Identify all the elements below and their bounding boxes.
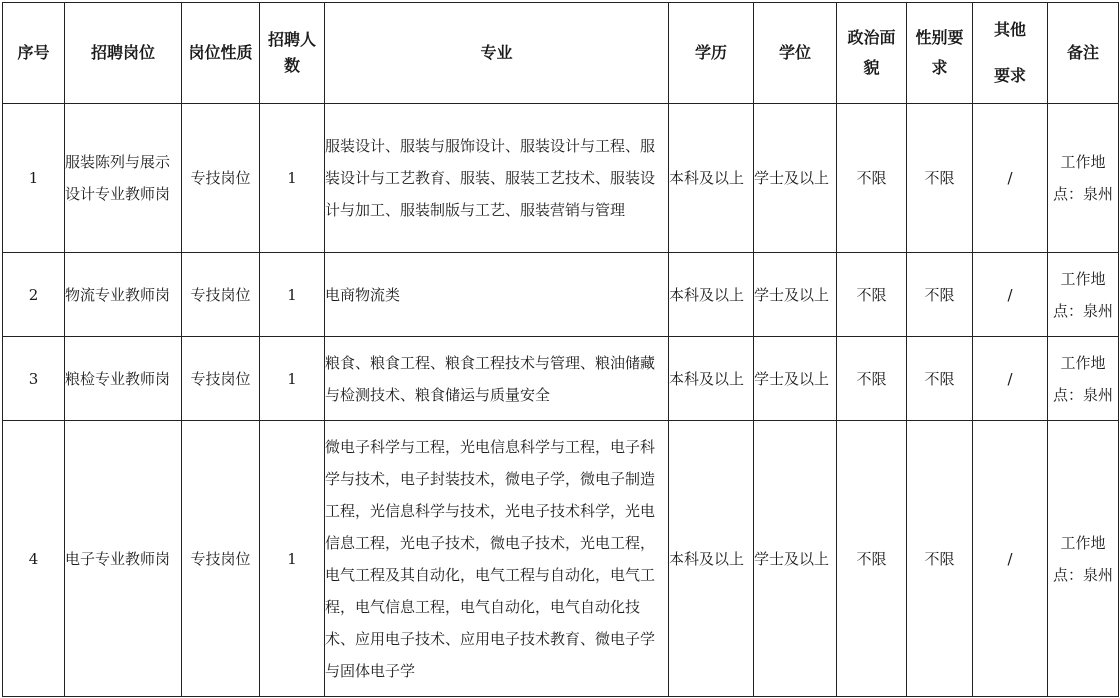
- table-row: [3, 104, 1119, 253]
- header-position: 招聘岗位: [65, 3, 182, 104]
- cell-political: 不限: [837, 253, 907, 337]
- header-remark: 备注: [1048, 3, 1119, 104]
- cell-gender: 不限: [907, 337, 973, 421]
- header-major: 专业: [325, 3, 669, 104]
- cell-political: 不限: [837, 104, 907, 253]
- cell-nature: 专技岗位: [182, 421, 260, 697]
- cell-education: 本科及以上: [669, 337, 754, 421]
- cell-remark: 工作地点：泉州: [1048, 253, 1119, 337]
- cell-seq: 1: [3, 104, 65, 253]
- cell-position: 物流专业教师岗: [65, 253, 182, 337]
- header-education: 学历: [669, 3, 754, 104]
- cell-major: 电商物流类: [325, 253, 669, 337]
- header-seq: 序号: [3, 3, 65, 104]
- cell-seq: 2: [3, 253, 65, 337]
- cell-major: 微电子科学与工程，光电信息科学与工程，电子科学与技术，电子封装技术，微电子学，微电子制造工程，光信息科学与技术，光电子技术科学，光电信息工程，光电子技术，微电子技术，光电工程，电气工程及其自动化，电气工程与自动化，电气工程，电气信息工程，电气自动化，电气自动化技术、应用电子技术、应用电子技术教育、微电子学与固体电子学: [325, 421, 669, 697]
- cell-count: 1: [260, 421, 325, 697]
- cell-gender: 不限: [907, 253, 973, 337]
- cell-count: 1: [260, 337, 325, 421]
- cell-gender: 不限: [907, 421, 973, 697]
- cell-remark: 工作地点：泉州: [1048, 337, 1119, 421]
- header-row: [3, 3, 1119, 104]
- cell-degree: 学士及以上: [754, 421, 837, 697]
- table-row: [3, 421, 1119, 697]
- cell-count: 1: [260, 104, 325, 253]
- header-political: 政治面貌: [837, 3, 907, 104]
- cell-seq: 4: [3, 421, 65, 697]
- table-row: [3, 253, 1119, 337]
- cell-education: 本科及以上: [669, 421, 754, 697]
- cell-gender: 不限: [907, 104, 973, 253]
- cell-degree: 学士及以上: [754, 104, 837, 253]
- cell-political: 不限: [837, 421, 907, 697]
- cell-nature: 专技岗位: [182, 253, 260, 337]
- cell-degree: 学士及以上: [754, 337, 837, 421]
- cell-other: /: [973, 337, 1048, 421]
- cell-other: /: [973, 421, 1048, 697]
- cell-education: 本科及以上: [669, 104, 754, 253]
- recruitment-table: [2, 2, 1119, 697]
- cell-major: 服装设计、服装与服饰设计、服装设计与工程、服装设计与工艺教育、服装、服装工艺技术、服装设计与加工、服装制版与工艺、服装营销与管理: [325, 104, 669, 253]
- cell-political: 不限: [837, 337, 907, 421]
- header-gender: 性别要求: [907, 3, 973, 104]
- cell-education: 本科及以上: [669, 253, 754, 337]
- cell-position: 粮检专业教师岗: [65, 337, 182, 421]
- table-row: [3, 337, 1119, 421]
- header-other: 其他要求: [973, 3, 1048, 104]
- header-count: 招聘人数: [260, 3, 325, 104]
- cell-other: /: [973, 253, 1048, 337]
- header-nature: 岗位性质: [182, 3, 260, 104]
- header-degree: 学位: [754, 3, 837, 104]
- cell-position: 电子专业教师岗: [65, 421, 182, 697]
- cell-major: 粮食、粮食工程、粮食工程技术与管理、粮油储藏与检测技术、粮食储运与质量安全: [325, 337, 669, 421]
- cell-degree: 学士及以上: [754, 253, 837, 337]
- cell-position: 服装陈列与展示设计专业教师岗: [65, 104, 182, 253]
- cell-other: /: [973, 104, 1048, 253]
- cell-nature: 专技岗位: [182, 337, 260, 421]
- cell-remark: 工作地点：泉州: [1048, 104, 1119, 253]
- cell-seq: 3: [3, 337, 65, 421]
- cell-nature: 专技岗位: [182, 104, 260, 253]
- cell-remark: 工作地点：泉州: [1048, 421, 1119, 697]
- cell-count: 1: [260, 253, 325, 337]
